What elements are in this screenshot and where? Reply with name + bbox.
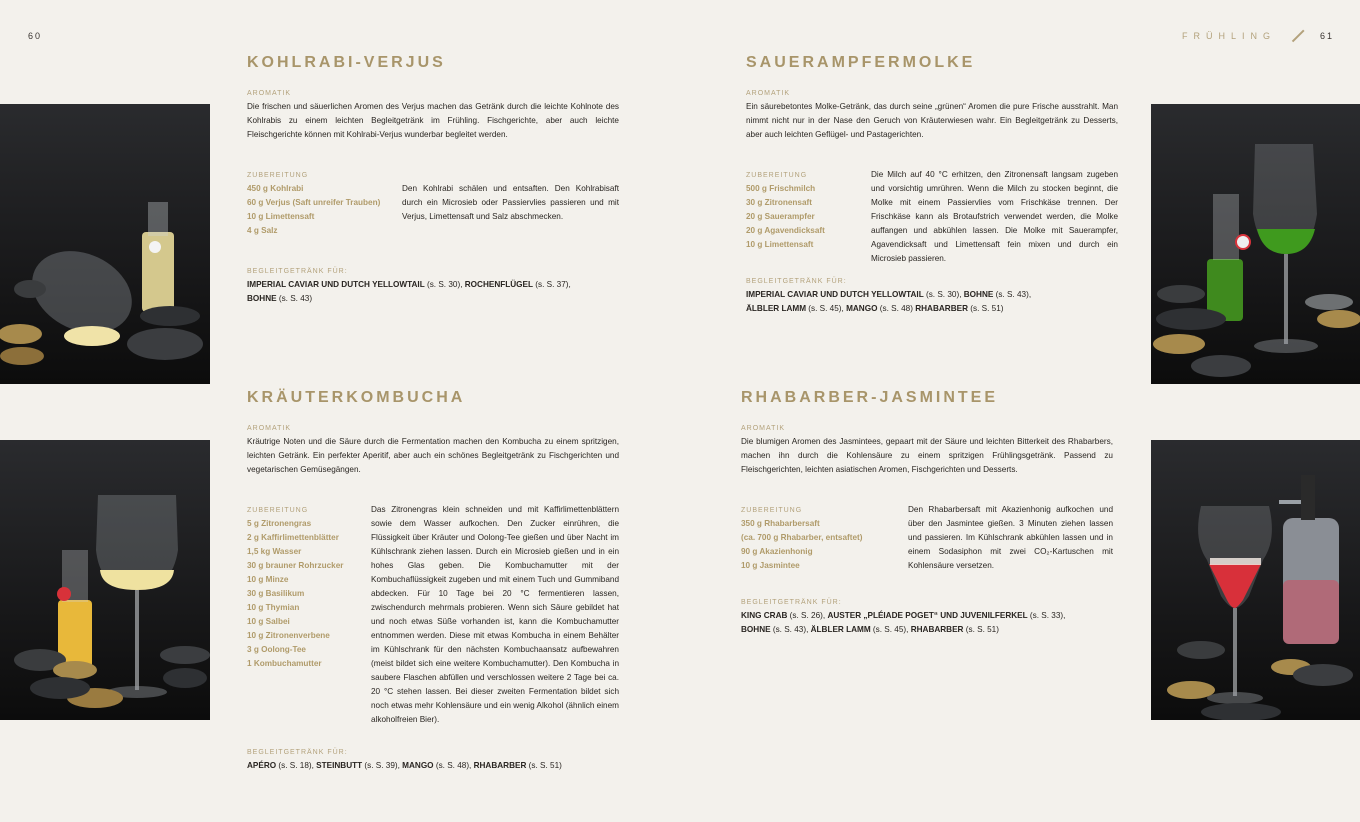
photo-illustration	[1151, 440, 1360, 720]
pairing-ref: (s. S. 39),	[362, 761, 403, 770]
pairing-line	[741, 623, 1113, 637]
pairing-ref: (s. S. 43),	[993, 290, 1032, 299]
ingredient: 90 g Akazienhonig	[741, 547, 813, 556]
pairing-dish: APÉRO	[247, 761, 277, 770]
pairing-dish: BOHNE	[247, 294, 277, 303]
ingredient: 30 g brauner Rohrzucker	[247, 561, 344, 570]
pairing-line	[741, 609, 1113, 623]
pairing-dish: ROCHENFLÜGEL	[464, 280, 533, 289]
pairing-dish: RHABARBER	[473, 761, 527, 770]
photo-illustration	[1151, 104, 1360, 384]
ingredient: 5 g Zitronengras	[247, 519, 312, 528]
rhabarber-jasmintee-photo	[1151, 440, 1360, 720]
ingredient-list	[247, 172, 402, 238]
pairing-ref: (s. S. 26),	[787, 611, 828, 620]
pairing-ref: (s. S. 48),	[433, 761, 474, 770]
pairing-dish: RHABARBER	[915, 304, 968, 313]
ingredient: 1 Kombuchamutter	[247, 659, 322, 668]
pairing-ref: (s. S. 48)	[877, 304, 916, 313]
aromatik-text: Die blumigen Aromen des Jasmintees, gepaart mit der Säure und leichten Bitterkeit des Rhabarbers, machen ihn durch die Kohlensäure zu einem spritzigen Frühlingsgetränk. Passend zu Fleischgerichten, leichten asiatischen Aromen, Fischgerichten und Desserts.	[741, 437, 1113, 474]
ingredient: 10 g Zitronenverbene	[247, 631, 330, 640]
slash-divider	[1292, 30, 1304, 42]
recipe-sauerampfermolke	[746, 54, 1118, 316]
ingredient: 1,5 kg Wasser	[247, 547, 302, 556]
ingredient: 4 g Salz	[247, 226, 278, 235]
recipe-title: SAUERAMPFERMOLKE	[746, 54, 976, 71]
zubereitung-label: ZUBEREITUNG	[247, 172, 309, 179]
zubereitung-label: ZUBEREITUNG	[741, 507, 803, 514]
ingredient: 10 g Thymian	[247, 603, 300, 612]
pairing-ref: (s. S. 43),	[770, 625, 811, 634]
pairing-section	[741, 599, 1113, 637]
ingredient: 20 g Agavendicksaft	[746, 226, 825, 235]
pairing-line	[746, 288, 1118, 302]
pairing-dish: ÄLBLER LAMM	[810, 625, 871, 634]
pairing-line	[247, 292, 619, 306]
ingredient: 10 g Minze	[247, 575, 289, 584]
aromatik-text: Kräutrige Noten und die Säure durch die Fermentation machen den Kombucha zu einem spritzigen, leichten Getränk. Ein perfekter Aperitif, aber auch ein schönes Begleitgetränk zu Fischgerichten und vegetarischen Gemüsegängen.	[247, 437, 619, 474]
ingredient: 10 g Limettensaft	[746, 240, 814, 249]
pairing-section	[247, 268, 619, 306]
preparation-steps: Den Rhabarbersaft mit Akazienhonig aufkochen und über den Jasmintee gießen. 3 Minuten ziehen lassen und passieren. Im Kühlschrank abkühlen lassen und in einem Sodasiphon mit zwei CO₂-Kartuschen mit Kohlensäure versetzen.	[908, 505, 1113, 570]
running-head	[1182, 31, 1334, 41]
begleit-label: BEGLEITGETRÄNK FÜR:	[741, 599, 842, 606]
ingredient: 500 g Frischmilch	[746, 184, 816, 193]
begleit-label: BEGLEITGETRÄNK FÜR:	[746, 278, 847, 285]
ingredient-list	[746, 172, 871, 266]
kohlrabi-verjus-photo	[0, 104, 210, 384]
pairing-dish: BOHNE	[741, 625, 771, 634]
recipe-title: RHABARBER-JASMINTEE	[741, 389, 999, 406]
ingredient: 60 g Verjus (Saft unreifer Trauben)	[247, 198, 381, 207]
pairing-line	[247, 278, 619, 292]
pairing-ref: (s. S. 37),	[532, 280, 571, 289]
aromatik-text: Die frischen und säuerlichen Aromen des Verjus machen das Getränk durch die leichte Kohlnote des Kohlrabis zu einem leichten Begleitgetränk im Frühling. Fischgerichte, aber auch leichte Fleischgerichte können mit Kohlrabi-Verjus wunderbar begleitet werden.	[247, 102, 619, 139]
preparation	[247, 172, 619, 238]
zubereitung-label: ZUBEREITUNG	[247, 507, 309, 514]
ingredient-list	[741, 507, 908, 573]
pairing-dish: MANGO	[846, 304, 878, 313]
pairing-ref: (s. S. 51)	[526, 761, 562, 770]
pairing-dish: IMPERIAL CAVIAR UND DUTCH YELLOWTAIL	[746, 290, 924, 299]
begleit-label: BEGLEITGETRÄNK FÜR:	[247, 749, 348, 756]
pairing-dish: KING CRAB	[741, 611, 788, 620]
recipe-title: KOHLRABI-VERJUS	[247, 54, 446, 71]
preparation-steps: Die Milch auf 40 °C erhitzen, den Zitronensaft langsam zugeben und vorsichtig umrühren. Wenn die Milch zu stocken beginnt, die Molke mit einem Passiervlies vom Frischkäse trennen. Der Frischkäse kann als Brotaufstrich verwendet werden, die Molke auffangen und abkühlen lassen. Die Molke mit Sauerampfer, Agavendicksaft und Limettensaft fein mixen und durch ein Microsieb passieren.	[871, 170, 1118, 263]
aromatik-label: AROMATIK	[247, 425, 292, 432]
pairing-ref: (s. S. 51)	[968, 304, 1004, 313]
photo-illustration	[0, 440, 210, 720]
pairing-ref: (s. S. 33),	[1027, 611, 1066, 620]
ingredient: (ca. 700 g Rhabarber, entsaftet)	[741, 533, 863, 542]
ingredient: 30 g Basilikum	[247, 589, 305, 598]
ingredient: 30 g Zitronensaft	[746, 198, 812, 207]
preparation	[741, 507, 1113, 573]
pairing-section	[746, 278, 1118, 316]
ingredient: 450 g Kohlrabi	[247, 184, 304, 193]
pairing-ref: (s. S. 45),	[806, 304, 847, 313]
preparation-steps: Das Zitronengras klein schneiden und mit Kaffirlimettenblättern sowie dem Wasser aufkochen. Den Zucker einrühren, die Flüssigkeit über Kräuter und Oolong-Tee gießen und über Nacht im Kühlschrank ziehen lassen. Durch ein Microsieb gießen und in ein hohes Glas geben. Die Kombuchamutter mit der Kombuchaflüssigkeit zugeben und mit einem Tuch und Gummiband abdecken. Für 10 Tage bei 20 °C fermentieren lassen, zwischendurch mehrmals probieren. Wenn sich Säure gebildet hat und noch etwas Süße vorhanden ist, kann die Kombuchamutter entnommen werden. Diese mit etwas Kombucha in einem Behälter im Kühlschrank für den nächsten Kombuchaansatz aufbewahren (meist bildet sich eine weitere Kombuchamutter). Den Kombucha in saubere Flaschen abfüllen und verschlossen weitere 2 Tage bei ca. 20 °C stehen lassen. Bei dieser zweiten Fermentation bildet sich noch etwas mehr Kohlensäure und ein wenig Alkohol (ähnlich einem alkoholfreien Bier).	[371, 505, 619, 724]
preparation	[746, 172, 1118, 266]
aromatik-label: AROMATIK	[247, 90, 292, 97]
pairing-line	[247, 759, 619, 773]
pairing-dish: RHABARBER	[910, 625, 964, 634]
ingredient: 10 g Jasmintee	[741, 561, 800, 570]
page-number-left: 60	[28, 31, 43, 41]
kraeuterkombucha-photo	[0, 440, 210, 720]
pairing-ref: (s. S. 30),	[424, 280, 465, 289]
preparation	[247, 507, 619, 727]
ingredient: 20 g Sauerampfer	[746, 212, 815, 221]
ingredient: 10 g Limettensaft	[247, 212, 315, 221]
pairing-dish: ÄLBLER LAMM	[746, 304, 807, 313]
ingredient: 10 g Salbei	[247, 617, 290, 626]
recipe-kohlrabi-verjus	[247, 54, 619, 306]
preparation-steps: Den Kohlrabi schälen und entsaften. Den Kohlrabisaft durch ein Microsieb oder Passiervlies passieren und mit Verjus, Limettensaft und Salz abschmecken.	[402, 184, 619, 221]
page-number-right: 61	[1319, 31, 1334, 41]
pairing-ref: (s. S. 18),	[276, 761, 317, 770]
ingredient: 2 g Kaffirlimettenblätter	[247, 533, 339, 542]
pairing-ref: (s. S. 45),	[870, 625, 911, 634]
pairing-line	[746, 302, 1118, 316]
sauerampfermolke-photo	[1151, 104, 1360, 384]
pairing-dish: AUSTER „PLÉIADE POGET“ UND JUVENILFERKEL	[827, 611, 1028, 620]
section-name: FRÜHLING	[1181, 31, 1276, 41]
recipe-kraeuterkombucha	[247, 389, 619, 773]
aromatik-label: AROMATIK	[746, 90, 791, 97]
zubereitung-label: ZUBEREITUNG	[746, 172, 808, 179]
recipe-rhabarber-jasmintee	[741, 389, 1113, 637]
pairing-ref: (s. S. 30),	[923, 290, 964, 299]
pairing-section	[247, 749, 619, 773]
pairing-ref: (s. S. 43)	[276, 294, 313, 303]
aromatik-text: Ein säurebetontes Molke-Getränk, das durch seine „grünen“ Aromen die pure Frische ausstrahlt. Man nimmt nicht nur in der Nase den Geruch von Kräuterwiesen wahr. Ein Begleitgetränk zu Desserts, aber auch leichten Geflügel- und Pastagerichten.	[746, 102, 1118, 139]
aromatik-label: AROMATIK	[741, 425, 786, 432]
pairing-dish: MANGO	[402, 761, 434, 770]
pairing-dish: STEINBUTT	[316, 761, 363, 770]
ingredient-list	[247, 507, 371, 727]
begleit-label: BEGLEITGETRÄNK FÜR:	[247, 268, 348, 275]
ingredient: 350 g Rhabarbersaft	[741, 519, 820, 528]
recipe-title: KRÄUTERKOMBUCHA	[247, 389, 466, 406]
pairing-ref: (s. S. 51)	[963, 625, 999, 634]
pairing-dish: IMPERIAL CAVIAR UND DUTCH YELLOWTAIL	[247, 280, 425, 289]
pairing-dish: BOHNE	[963, 290, 994, 299]
ingredient: 3 g Oolong-Tee	[247, 645, 306, 654]
photo-illustration	[0, 104, 210, 384]
